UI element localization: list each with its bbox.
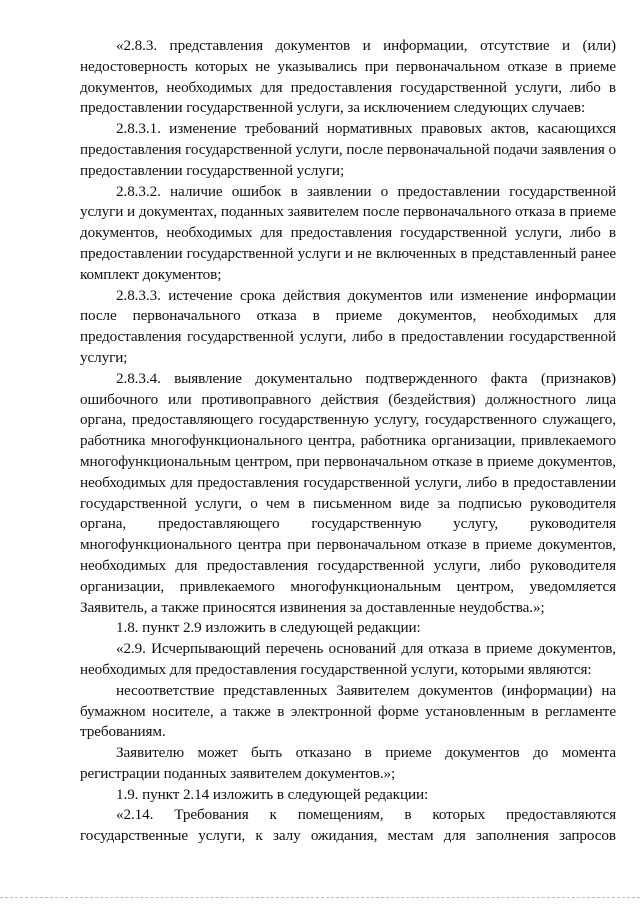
paragraph-2-8-3-4: 2.8.3.4. выявление документально подтвержденного факта (признаков) ошибочного или противоправного действия (бездействия) должностного лица органа, предоставляющего государственную услугу, государственного служащего, работника многофункционального центра, работника организации, привлекаемого многофункциональным центром, при первоначальном отказе в приеме документов, необходимых для предоставления государственной услуги, либо в предоставлении государственной услуги, о чем в письменном виде за подписью руководителя органа, предоставляющего государственную услугу, руководителя многофункционального центра при первоначальном отказе в приеме документов, необходимых для предоставления государственной услуги, либо руководителя организации, привлекаемого многофункциональным центром, уведомляется Заявитель, а также приносятся извинения за доставленные неудобства.»; <box>80 369 616 616</box>
paragraph-2-8-3: «2.8.3. представления документов и информации, отсутствие и (или) недостоверность которых не указывались при первоначальном отказе в приеме документов, необходимых для предоставления государственной услуги, либо в предоставлении государственной услуги, за исключением следующих случаев: <box>80 37 616 117</box>
paragraph-2-9-item: несоответствие представленных Заявителем документов (информации) на бумажном носителе, а также в электронной форме установленным в регламенте требованиям. <box>80 681 616 741</box>
paragraph-2-8-3-1: 2.8.3.1. изменение требований нормативных правовых актов, касающихся предоставления государственной услуги, после первоначальной подачи заявления о предоставлении государственной услуги; <box>80 120 616 179</box>
paragraph-2-8-3-2: 2.8.3.2. наличие ошибок в заявлении о предоставлении государственной услуги и документах, поданных заявителем после первоначального отказа в приеме документов, необходимых для предоставления государственной услуги, либо в предоставлении государственной услуги и не включенных в представленный ранее комплект документов; <box>80 182 616 283</box>
paragraph-2-14: «2.14. Требования к помещениям, в которых предоставляются государственные услуги, к залу ожидания, местам для заполнения запросов <box>80 806 616 845</box>
paragraph-2-9-refusal: Заявителю может быть отказано в приеме документов до момента регистрации поданных заявителем документов.»; <box>80 744 616 782</box>
paragraph-2-8-3-3: 2.8.3.3. истечение срока действия документов или изменение информации после первоначального отказа в приеме документов, необходимых для предоставления государственной услуги, либо в предоставлении государственной услуги; <box>80 286 616 366</box>
paragraph-1-8: 1.8. пункт 2.9 изложить в следующей редакции: <box>116 619 421 637</box>
document-page <box>80 36 616 847</box>
paragraph-1-9: 1.9. пункт 2.14 изложить в следующей редакции: <box>116 785 429 803</box>
paragraph-2-9: «2.9. Исчерпывающий перечень оснований для отказа в приеме документов, необходимых для предоставления государственной услуги, которыми являются: <box>80 640 616 678</box>
page-bottom-edge <box>0 897 640 898</box>
